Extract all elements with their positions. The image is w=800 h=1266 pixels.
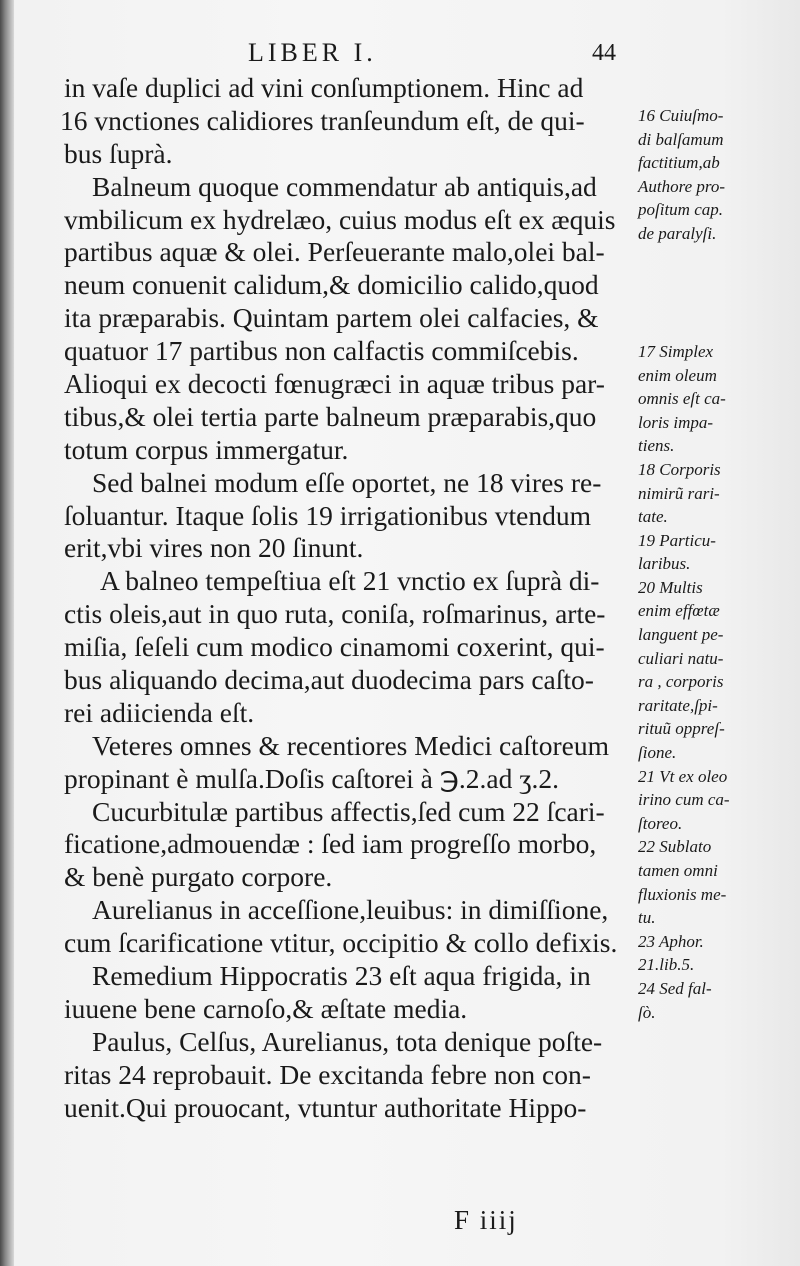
margin-note-line: 16 Cuiuſmo- xyxy=(638,106,724,125)
margin-note-line: di balſamum xyxy=(638,129,724,149)
text-line: Aurelianus in acceſſione,leuibus: in dimiſſione, xyxy=(92,894,609,926)
text-line: uenit.Qui prouocant, vtuntur authoritate Hippo- xyxy=(64,1091,587,1123)
note-spacer xyxy=(638,246,788,270)
text-line: propinant è mulſa.Doſis caſtorei à ℈.2.ad ʒ.2. xyxy=(64,762,559,794)
text-line: neum conuenit calidum,& domicilio calido,quod xyxy=(64,269,599,301)
margin-note-line: factitium,ab xyxy=(638,153,720,173)
text-line: A balneo tempeſtiua eſt 21 vnctio ex ſuprà di- xyxy=(100,565,600,597)
running-head: LIBER I. xyxy=(248,38,377,67)
text-line: bus aliquando decima,aut duodecima pars caſto- xyxy=(64,664,594,696)
text-line: cum ſcarificatione vtitur, occipitio & collo defixis. xyxy=(64,927,618,959)
margin-note-line: 24 Sed fal- xyxy=(638,978,712,998)
margin-note-line: tiens. xyxy=(638,436,675,456)
margin-note-line: tate. xyxy=(638,507,668,527)
margin-note-line: enim oleum xyxy=(638,365,717,385)
margin-note-line: nimirũ rari- xyxy=(638,483,720,503)
text-line: vmbilicum ex hydrelæo, cuius modus eſt ex æquis xyxy=(64,203,616,235)
page-number: 44 xyxy=(592,40,616,66)
margin-note-line: irino cum ca- xyxy=(638,790,730,810)
margin-note-line: ra , corporis xyxy=(638,672,724,692)
note-spacer xyxy=(638,293,788,317)
page-edge-shadow xyxy=(0,0,14,1266)
margin-note-line: laribus. xyxy=(638,554,691,574)
margin-note-line: loris impa- xyxy=(638,412,714,432)
text-line: Veteres omnes & recentiores Medici caſtoreum xyxy=(92,729,609,761)
signature-mark: F iiij xyxy=(454,1205,518,1235)
margin-note-line: 18 Corporis xyxy=(638,459,721,479)
margin-note-line: 17 Simplex xyxy=(638,341,714,361)
margin-note-line: 21 Vt ex oleo xyxy=(638,766,728,786)
text-line: bus ſuprà. xyxy=(64,137,173,169)
text-line: ficatione,admouendæ : ſed iam progreſſo morbo, xyxy=(64,828,597,860)
margin-note-line: de paralyſi. xyxy=(638,223,717,243)
margin-note-line: tu. xyxy=(638,908,656,928)
margin-note-line: languent pe- xyxy=(638,625,724,645)
note-spacer xyxy=(638,316,788,340)
text-line: ita præparabis. Quintam partem olei calfacies, & xyxy=(64,302,599,334)
margin-note-line: poſitum cap. xyxy=(638,200,723,220)
margin-note-line: rituũ oppreſ- xyxy=(638,719,725,739)
marginal-notes xyxy=(638,104,788,1024)
margin-note-line: 21.lib.5. xyxy=(638,955,695,975)
margin-note-line: ſò. xyxy=(638,1002,656,1022)
text-line: Alioqui ex decocti fœnugræci in aquæ tribus par- xyxy=(64,368,605,400)
text-line: Paulus, Celſus, Aurelianus, tota denique poſte- xyxy=(92,1025,603,1057)
text-line: ritas 24 reprobauit. De excitanda febre non con- xyxy=(64,1058,591,1090)
margin-note-line: Authore pro- xyxy=(638,176,726,196)
text-line: rei adiicienda eſt. xyxy=(64,696,255,728)
text-line: ſoluantur. Itaque ſolis 19 irrigationibus vtendum xyxy=(64,499,592,531)
margin-note-line: 22 Sublato xyxy=(638,837,712,857)
text-line: Remedium Hippocratis 23 eſt aqua frigida, in xyxy=(92,960,591,992)
text-line: miſia, ſeſeli cum modico cinamomi coxerint, qui- xyxy=(64,631,605,663)
text-line: partibus aquæ & olei. Perſeuerante malo,olei bal- xyxy=(64,236,605,268)
margin-note-line: raritate,ſpi- xyxy=(638,695,718,715)
note-spacer xyxy=(638,269,788,293)
text-line: quatuor 17 partibus non calfactis commiſcebis. xyxy=(64,335,579,367)
text-line: erit,vbi vires non 20 ſinunt. xyxy=(64,532,364,564)
text-line: Sed balnei modum eſſe oportet, ne 18 vires re- xyxy=(92,466,602,498)
margin-note-line: fluxionis me- xyxy=(638,884,727,904)
text-line: Cucurbitulæ partibus affectis,ſed cum 22 ſcari- xyxy=(92,795,605,827)
text-line: 16 vnctiones calidiores tranſeundum eſt, de qui- xyxy=(60,104,585,136)
text-line: totum corpus immergatur. xyxy=(64,433,349,465)
margin-note-line: ſtoreo. xyxy=(638,813,683,833)
margin-note-line: omnis eſt ca- xyxy=(638,389,726,409)
margin-note-line: 19 Particu- xyxy=(638,530,716,550)
text-line: tibus,& olei tertia parte balneum præparabis,quo xyxy=(64,400,597,432)
margin-note-line: tamen omni xyxy=(638,861,718,880)
margin-note-line: enim effœtæ xyxy=(638,601,720,621)
text-line: in vaſe duplici ad vini conſumptionem. Hinc ad xyxy=(64,72,584,103)
page-header xyxy=(0,38,800,74)
text-line: iuuene bene carnoſo,& æſtate media. xyxy=(64,992,468,1024)
margin-note-line: culiari natu- xyxy=(638,648,724,668)
margin-note-line: 20 Multis xyxy=(638,577,703,597)
text-line: Balneum quoque commendatur ab antiquis,ad xyxy=(92,170,597,202)
margin-note-line: ſione. xyxy=(638,743,677,763)
text-line: & benè purgato corpore. xyxy=(64,861,333,893)
main-text-block xyxy=(60,72,636,1125)
margin-note-line: 23 Aphor. xyxy=(638,931,704,951)
text-line: ctis oleis,aut in quo ruta, coniſa, roſmarinus, arte- xyxy=(64,598,606,630)
